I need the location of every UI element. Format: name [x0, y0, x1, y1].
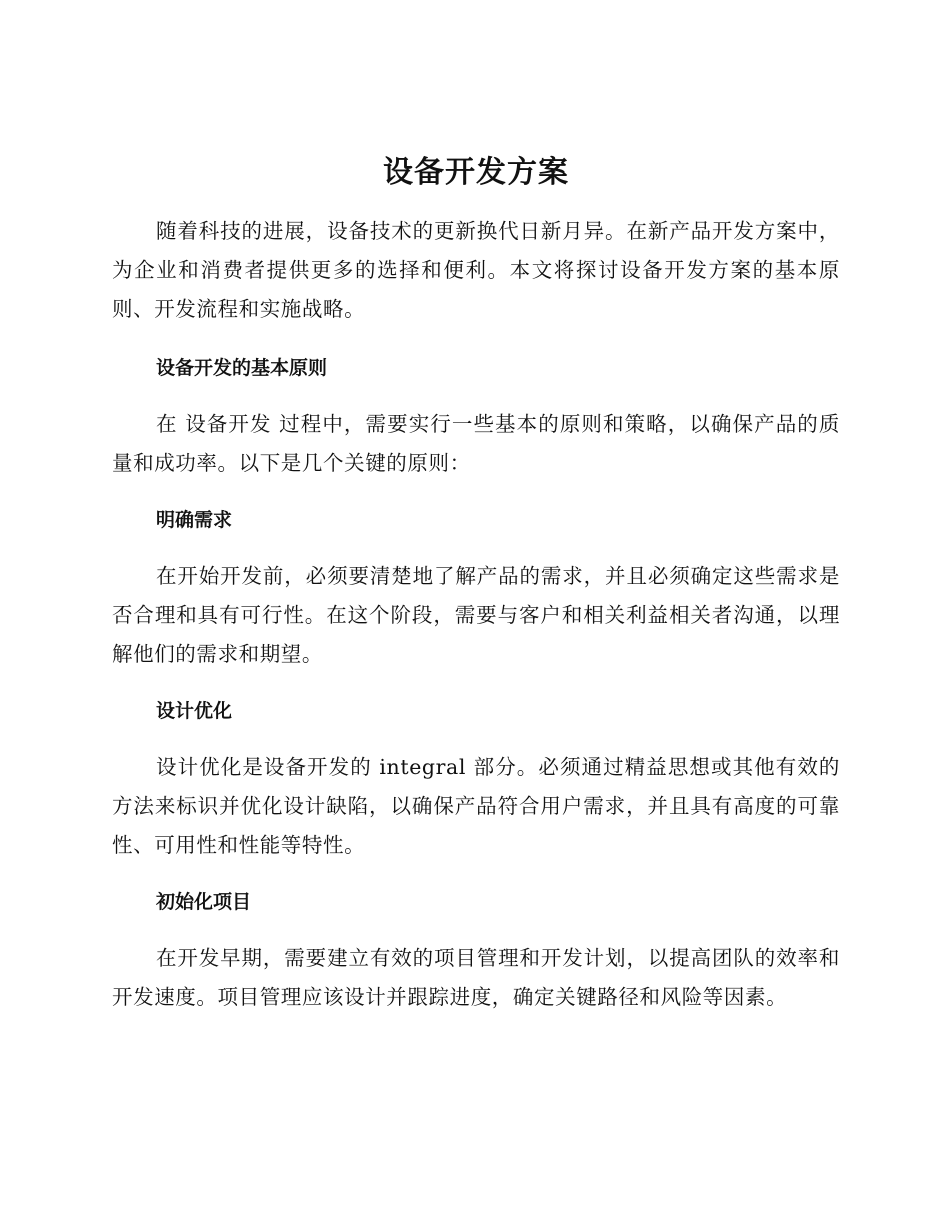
- section-basic-principles: [112, 353, 840, 483]
- section-paragraph: 设计优化是设备开发的 integral 部分。必须通过精益思想或其他有效的方法来标识并优化设计缺陷，以确保产品符合用户需求，并且具有高度的可靠性、可用性和性能等特性。: [112, 755, 840, 857]
- section-heading: 设计优化: [156, 700, 233, 722]
- intro-paragraph: 随着科技的进展，设备技术的更新换代日新月异。在新产品开发方案中，为企业和消费者提供更多的选择和便利。本文将探讨设备开发方案的基本原则、开发流程和实施战略。: [112, 219, 840, 321]
- section-heading: 明确需求: [156, 509, 233, 531]
- section-paragraph: 在开始开发前，必须要清楚地了解产品的需求，并且必须确定这些需求是否合理和具有可行性。在这个阶段，需要与客户和相关利益相关者沟通，以理解他们的需求和期望。: [112, 564, 840, 666]
- section-heading: 设备开发的基本原则: [156, 357, 328, 379]
- section-heading: 初始化项目: [156, 891, 252, 913]
- section-paragraph: 在开发早期，需要建立有效的项目管理和开发计划，以提高团队的效率和开发速度。项目管理应该设计并跟踪进度，确定关键路径和风险等因素。: [112, 946, 840, 1009]
- section-project-initialization: [112, 887, 840, 1017]
- section-paragraph: 在 设备开发 过程中，需要实行一些基本的原则和策略，以确保产品的质量和成功率。以下是几个关键的原则：: [112, 412, 840, 475]
- section-clear-requirements: [112, 505, 840, 674]
- document-page: [112, 148, 840, 1017]
- section-design-optimization: [112, 696, 840, 865]
- document-title: 设备开发方案: [383, 155, 569, 190]
